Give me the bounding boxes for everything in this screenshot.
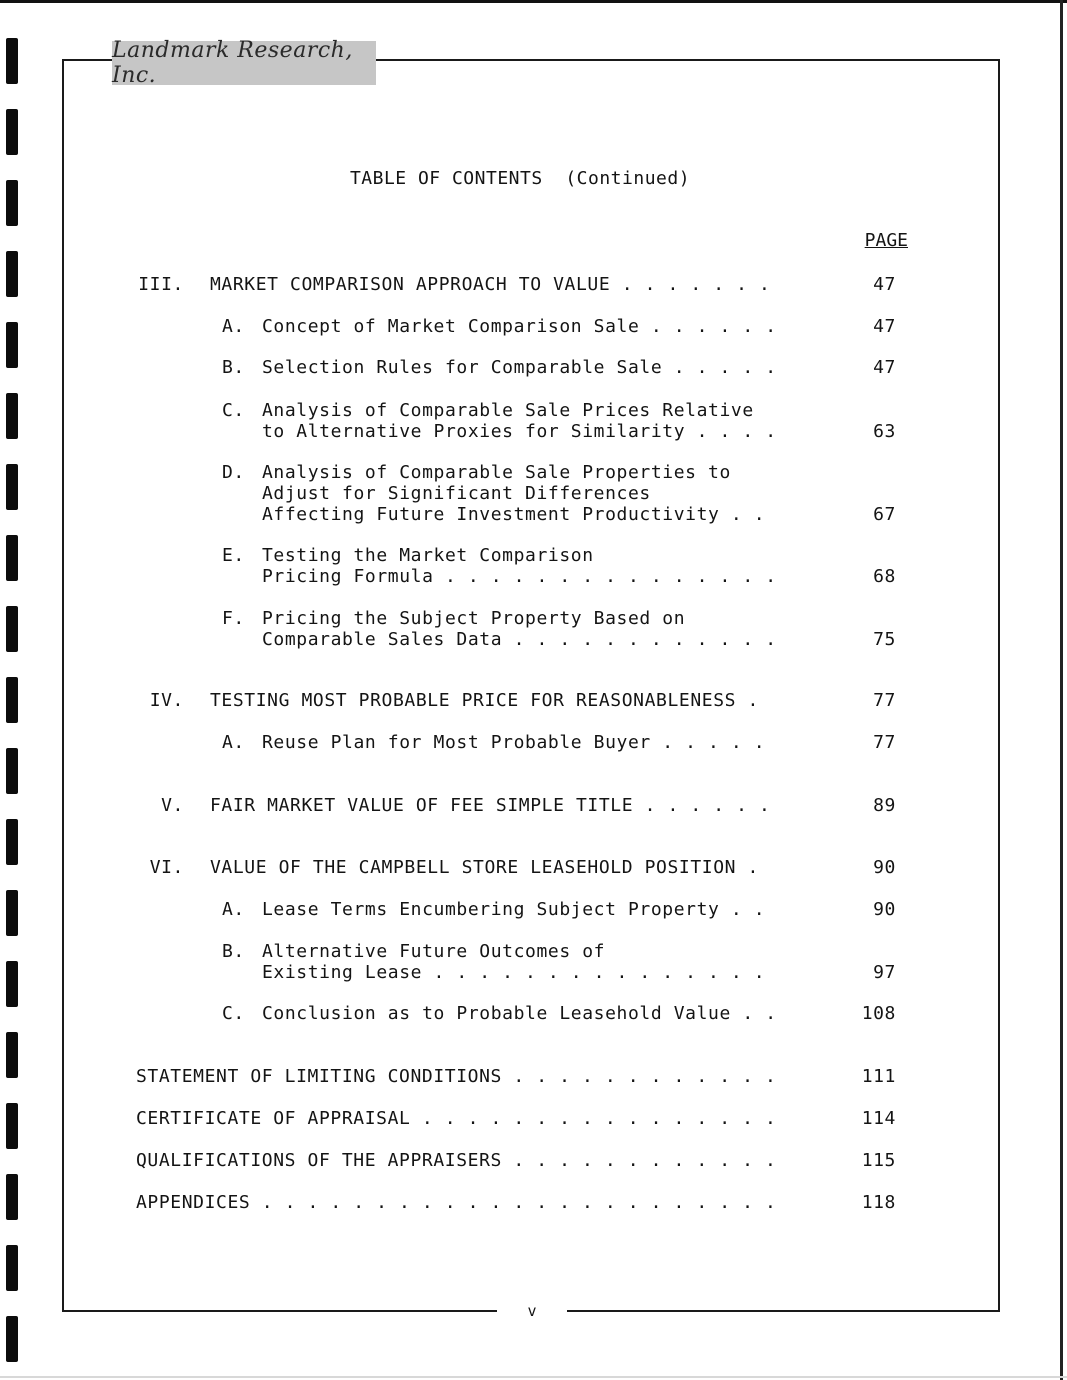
binder-hole: [6, 819, 18, 865]
toc-entry: [222, 899, 896, 920]
bottom-edge-line: [0, 1376, 1067, 1378]
section-number: IV.: [149, 690, 184, 711]
binder-hole: [6, 961, 18, 1007]
section-number: V.: [161, 795, 184, 816]
toc-entry: [222, 732, 896, 753]
right-edge-line: [1060, 0, 1063, 1380]
footer-page-number: v: [497, 1298, 567, 1324]
toc-entry: [222, 545, 896, 587]
entry-text: TESTING MOST PROBABLE PRICE FOR REASONABLENESS .: [210, 690, 759, 711]
toc-title: TABLE OF CONTENTS (Continued): [349, 168, 691, 189]
entry-text: QUALIFICATIONS OF THE APPRAISERS . . . . . . . . . . . .: [136, 1150, 777, 1171]
sub-letter: B.: [222, 357, 245, 378]
entry-page: 115: [861, 1150, 896, 1171]
binder-hole: [6, 251, 18, 297]
binder-hole: [6, 1032, 18, 1078]
toc-entry: [222, 316, 896, 337]
binder-hole: [6, 606, 18, 652]
entry-page: 75: [873, 629, 896, 650]
binder-holes: [0, 0, 20, 1380]
toc-entry: [222, 608, 896, 650]
entry-text: Testing the Market Comparison Pricing Formula . . . . . . . . . . . . . . .: [262, 545, 777, 587]
section-number: III.: [138, 274, 184, 295]
entry-text: CERTIFICATE OF APPRAISAL . . . . . . . . . . . . . . . .: [136, 1108, 777, 1129]
toc-entry: [222, 400, 896, 442]
sub-letter: B.: [222, 941, 245, 962]
sub-letter: C.: [222, 400, 245, 421]
entry-page: 47: [873, 357, 896, 378]
letterhead-text: Landmark Research, Inc.: [112, 38, 353, 88]
binder-hole: [6, 180, 18, 226]
binder-hole: [6, 38, 18, 84]
sub-letter: C.: [222, 1003, 245, 1024]
toc-entry: [222, 941, 896, 983]
entry-text: Selection Rules for Comparable Sale . . . . .: [262, 357, 777, 378]
entry-page: 67: [873, 504, 896, 525]
entry-page: 118: [861, 1192, 896, 1213]
entry-page: 47: [873, 274, 896, 295]
toc-entry: [136, 690, 896, 711]
entry-page: 77: [873, 732, 896, 753]
entry-page: 90: [873, 899, 896, 920]
entry-text: FAIR MARKET VALUE OF FEE SIMPLE TITLE . . . . . .: [210, 795, 771, 816]
binder-hole: [6, 393, 18, 439]
entry-text: MARKET COMPARISON APPROACH TO VALUE . . . . . . .: [210, 274, 771, 295]
sub-letter: D.: [222, 462, 245, 483]
sub-letter: F.: [222, 608, 245, 629]
entry-page: 108: [861, 1003, 896, 1024]
toc-entry: [136, 1066, 896, 1087]
sub-letter: A.: [222, 899, 245, 920]
sub-letter: A.: [222, 316, 245, 337]
entry-page: 97: [873, 962, 896, 983]
sub-letter: E.: [222, 545, 245, 566]
sub-letter: A.: [222, 732, 245, 753]
entry-text: Concept of Market Comparison Sale . . . . . .: [262, 316, 777, 337]
entry-text: Analysis of Comparable Sale Properties to Adjust for Significant Differences Affecting Future Investment Productivity . .: [262, 462, 766, 525]
entry-text: Pricing the Subject Property Based on Comparable Sales Data . . . . . . . . . . . .: [262, 608, 777, 650]
binder-hole: [6, 890, 18, 936]
toc-entry: [222, 462, 896, 525]
toc-entry: [136, 1108, 896, 1129]
toc-entry: [136, 1192, 896, 1213]
entry-text: Alternative Future Outcomes of Existing Lease . . . . . . . . . . . . . . .: [262, 941, 766, 983]
entry-page: 68: [873, 566, 896, 587]
entry-text: VALUE OF THE CAMPBELL STORE LEASEHOLD POSITION .: [210, 857, 759, 878]
binder-hole: [6, 1174, 18, 1220]
page-column-header: PAGE: [864, 230, 908, 251]
toc-entry: [136, 857, 896, 878]
letterhead-logo: [112, 38, 376, 88]
binder-hole: [6, 1316, 18, 1362]
toc-entry: [136, 1150, 896, 1171]
entry-text: Analysis of Comparable Sale Prices Relative to Alternative Proxies for Similarity . . . .: [262, 400, 777, 442]
entry-text: Lease Terms Encumbering Subject Property . .: [262, 899, 766, 920]
binder-hole: [6, 322, 18, 368]
entry-page: 77: [873, 690, 896, 711]
binder-hole: [6, 464, 18, 510]
entry-page: 63: [873, 421, 896, 442]
toc-entry: [136, 795, 896, 816]
entry-text: APPENDICES . . . . . . . . . . . . . . . . . . . . . . .: [136, 1192, 777, 1213]
entry-text: Conclusion as to Probable Leasehold Value . .: [262, 1003, 777, 1024]
entry-text: Reuse Plan for Most Probable Buyer . . . . .: [262, 732, 766, 753]
entry-page: 111: [861, 1066, 896, 1087]
section-number: VI.: [149, 857, 184, 878]
binder-hole: [6, 1245, 18, 1291]
entry-page: 47: [873, 316, 896, 337]
entry-page: 114: [861, 1108, 896, 1129]
binder-hole: [6, 109, 18, 155]
binder-hole: [6, 535, 18, 581]
binder-hole: [6, 677, 18, 723]
binder-hole: [6, 1103, 18, 1149]
entry-page: 90: [873, 857, 896, 878]
entry-page: 89: [873, 795, 896, 816]
toc-entry: [222, 1003, 896, 1024]
entry-text: STATEMENT OF LIMITING CONDITIONS . . . . . . . . . . . .: [136, 1066, 777, 1087]
top-edge-line: [0, 0, 1067, 3]
toc-entry: [222, 357, 896, 378]
toc-entry: [136, 274, 896, 295]
binder-hole: [6, 748, 18, 794]
